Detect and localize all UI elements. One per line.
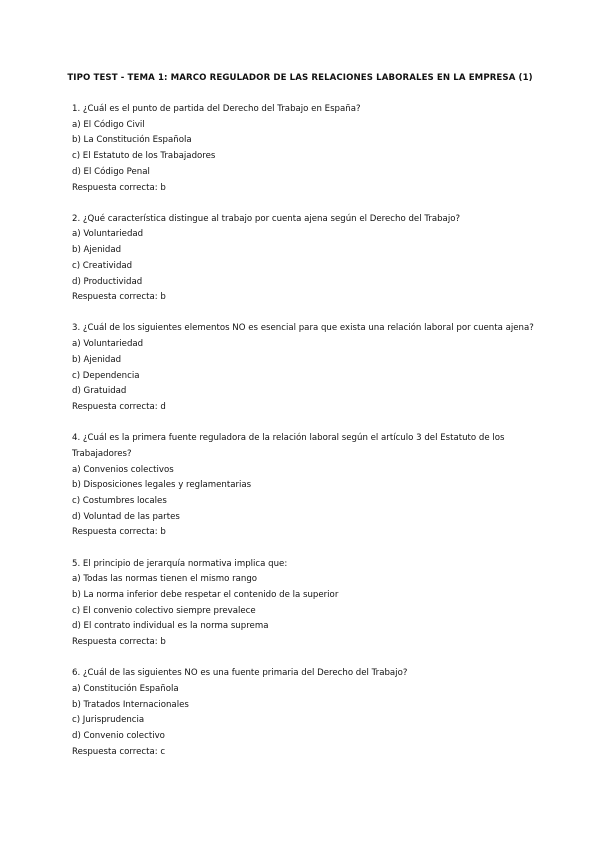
correct-answer: Respuesta correcta: b (72, 637, 166, 648)
correct-answer: Respuesta correcta: b (72, 527, 166, 538)
correct-answer: Respuesta correcta: c (72, 746, 166, 757)
option-b: b) La Constitución Española (72, 135, 192, 146)
correct-answer: Respuesta correcta: d (72, 401, 166, 412)
option-a: a) Voluntariedad (72, 229, 144, 240)
option-a: a) El Código Civil (72, 119, 145, 130)
question-text: 2. ¿Qué característica distingue al trabajo por cuenta ajena según el Derecho del Trabajo? (72, 213, 461, 224)
option-a: a) Todas las normas tienen el mismo rango (72, 574, 258, 585)
option-d: d) Voluntad de las partes (72, 511, 180, 522)
correct-answer: Respuesta correcta: b (72, 292, 166, 303)
option-d: d) El contrato individual es la norma suprema (72, 621, 269, 632)
question-5 (72, 557, 534, 651)
option-a: a) Voluntariedad (72, 339, 144, 350)
question-text: 3. ¿Cuál de los siguientes elementos NO es esencial para que exista una relación laboral por cuenta ajena? (72, 323, 534, 334)
option-d: d) Productividad (72, 276, 143, 287)
option-a: a) Convenios colectivos (72, 464, 174, 475)
question-text: 5. El principio de jerarquía normativa implica que: (72, 558, 288, 569)
correct-answer: Respuesta correcta: b (72, 182, 166, 193)
document-title: TIPO TEST - TEMA 1: MARCO REGULADOR DE LAS RELACIONES LABORALES EN LA EMPRESA (1) (67, 73, 533, 83)
option-c: c) Costumbres locales (72, 495, 167, 506)
question-4 (72, 431, 534, 541)
question-3 (72, 321, 534, 415)
question-2 (72, 212, 534, 306)
option-b: b) Disposiciones legales y reglamentarias (72, 480, 252, 491)
question-list (72, 102, 534, 776)
option-d: d) El Código Penal (72, 166, 150, 177)
question-text: 6. ¿Cuál de las siguientes NO es una fuente primaria del Derecho del Trabajo? (72, 668, 408, 679)
option-d: d) Convenio colectivo (72, 731, 165, 742)
option-b: b) Ajenidad (72, 245, 122, 256)
question-1 (72, 102, 534, 196)
option-a: a) Constitución Española (72, 684, 179, 694)
option-b: b) Tratados Internacionales (72, 699, 189, 710)
option-c: c) Jurisprudencia (72, 715, 145, 726)
option-d: d) Gratuidad (72, 386, 127, 397)
question-text: 4. ¿Cuál es la primera fuente reguladora de la relación laboral según el artículo 3 del Estatuto de los Trabajadores? (72, 433, 505, 459)
option-c: c) Creatividad (72, 260, 133, 271)
option-c: c) Dependencia (72, 370, 140, 381)
question-text: 1. ¿Cuál es el punto de partida del Derecho del Trabajo en España? (72, 104, 361, 114)
option-c: c) El Estatuto de los Trabajadores (72, 151, 216, 162)
option-b: b) Ajenidad (72, 354, 122, 365)
option-c: c) El convenio colectivo siempre prevalece (72, 605, 256, 616)
option-b: b) La norma inferior debe respetar el contenido de la superior (72, 589, 339, 600)
question-6 (72, 666, 534, 760)
